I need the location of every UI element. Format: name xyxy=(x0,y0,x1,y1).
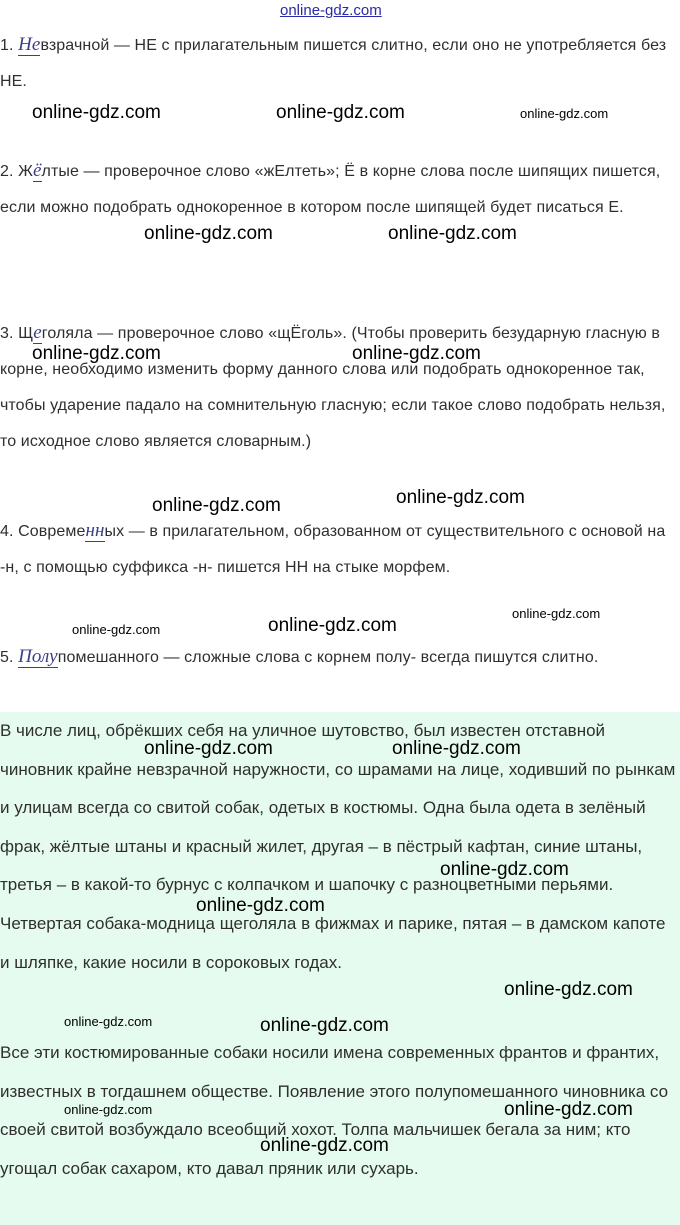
item-text: ых — в прилагательном, образованном от существительного с основой на -н, с помощью суффикса -н- пишется НН на стыке морфем. xyxy=(0,523,666,576)
watermark: online-gdz.com xyxy=(440,859,569,880)
item-number: 1. xyxy=(0,37,19,54)
watermark: online-gdz.com xyxy=(64,1014,153,1029)
item-text: лтые — проверочное слово «жЕлтеть»; Ё в корне слова после шипящих пишется, если можно подобрать однокоренное в котором после шипящей будет писаться Е. xyxy=(0,163,661,216)
highlighted-letters: е xyxy=(33,322,42,343)
watermark: online-gdz.com xyxy=(396,487,525,508)
item-text: голяла — проверочное слово «щЁголь». (Чтобы проверить безударную гласную в корне, необходимо изменить форму данного слова или подобрать однокоренное так, чтобы ударение падало на сомнительную гласную; если такое слово подобрать нельзя, то исходное слово является словарным.) xyxy=(0,325,666,450)
watermark: online-gdz.com xyxy=(352,343,481,364)
watermark: online-gdz.com xyxy=(144,223,273,244)
highlighted-letters: ё xyxy=(32,160,42,181)
explanation-item-5 xyxy=(0,640,672,676)
watermark: online-gdz.com xyxy=(144,738,273,759)
watermark: online-gdz.com xyxy=(152,495,281,516)
highlighted-letters: Не xyxy=(18,34,41,55)
item-number: 2. Ж xyxy=(0,163,33,180)
watermark: online-gdz.com xyxy=(504,979,633,1000)
explanation-item-4 xyxy=(0,514,672,586)
item-text: помешанного — сложные слова с корнем полу- всегда пишутся слитно. xyxy=(57,649,599,666)
watermark: online-gdz.com xyxy=(512,606,601,621)
item-text: взрачной — НЕ с прилагательным пишется слитно, если оно не употребляется без НЕ. xyxy=(0,37,667,90)
explanation-item-3 xyxy=(0,316,672,460)
explanation-item-1 xyxy=(0,28,672,100)
watermark: online-gdz.com xyxy=(64,1102,153,1117)
watermark: online-gdz.com xyxy=(504,1099,633,1120)
watermark: online-gdz.com xyxy=(388,223,517,244)
explanation-item-2 xyxy=(0,154,672,226)
watermark: online-gdz.com xyxy=(32,343,161,364)
watermark: online-gdz.com xyxy=(196,895,325,916)
source-text-paragraph-2: Все эти костюмированные собаки носили имена современных франтов и франтих, известных в тогдашнем обществе. Появление этого полупомешанного чиновника со своей свитой возбуждало всеобщий хохот. Толпа мальчишек бегала за ним; кто угощал собак сахаром, кто давал пряник или сухарь. xyxy=(0,1043,669,1178)
site-watermark-top: online-gdz.com xyxy=(280,2,382,19)
watermark: online-gdz.com xyxy=(260,1015,389,1036)
item-number: 5. xyxy=(0,649,19,666)
watermark: online-gdz.com xyxy=(72,622,161,637)
watermark: online-gdz.com xyxy=(276,102,405,123)
item-number: 4. Совреме xyxy=(0,523,86,540)
watermark: online-gdz.com xyxy=(520,106,609,121)
watermark: online-gdz.com xyxy=(268,615,397,636)
watermark: online-gdz.com xyxy=(260,1135,389,1156)
highlighted-letters: Полу xyxy=(18,646,58,667)
watermark: online-gdz.com xyxy=(32,102,161,123)
highlighted-letters: нн xyxy=(85,520,105,541)
watermark: online-gdz.com xyxy=(392,738,521,759)
item-number: 3. Щ xyxy=(0,325,34,342)
source-text-paragraph-1: В числе лиц, обрёкших себя на уличное шутовство, был известен отставной чиновник крайне невзрачной наружности, со шрамами на лице, ходивший по рынкам и улицам всегда со свитой собак, одетых в костюмы. Одна была одета в зелёный фрак, жёлтые штаны и красный жилет, другая – в пёстрый кафтан, синие штаны, третья – в какой-то бурнус с колпачком и шапочку с разноцветными перьями. Четвертая собака-модница щеголяла в фижмах и парике, пятая – в дамском капоте и шляпке, какие носили в сороковых годах. xyxy=(0,721,676,972)
